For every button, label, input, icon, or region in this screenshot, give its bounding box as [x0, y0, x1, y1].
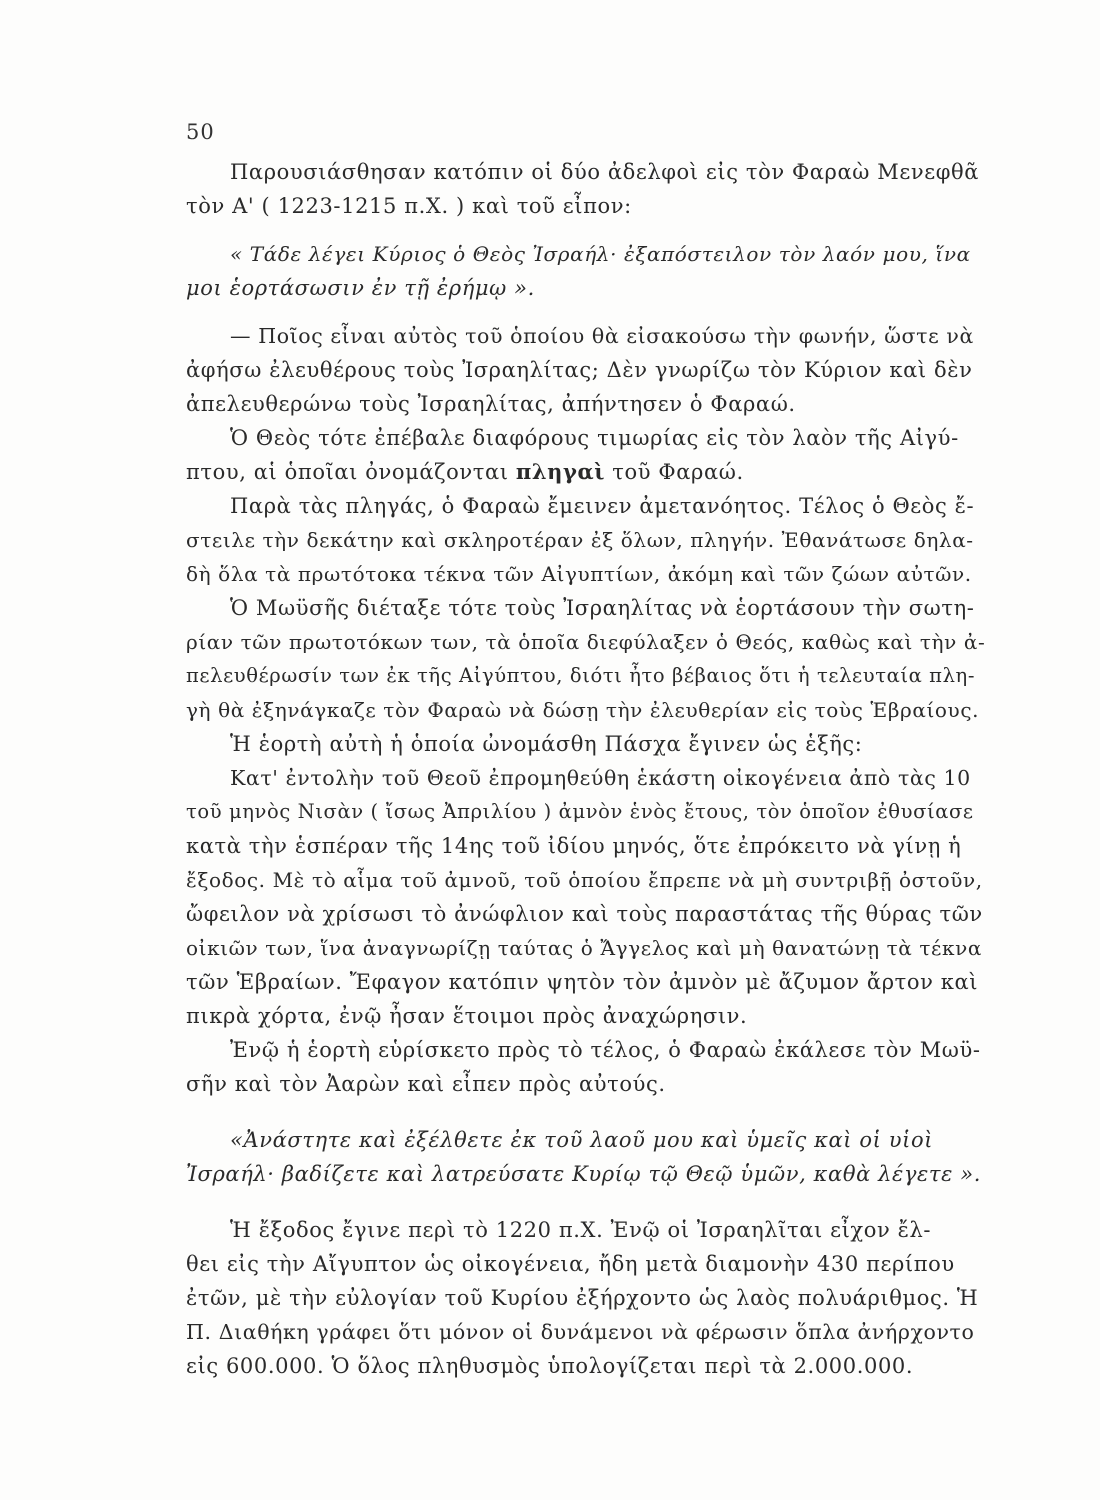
- text-line: Παρὰ τὰς πληγάς, ὁ Φαραὼ ἔμεινεν ἀμετανόητος. Τέλος ὁ Θεὸς ἔ-: [230, 494, 975, 518]
- text-line: ἀπελευθερώνω τοὺς Ἰσραηλίτας, ἀπήντησεν ὁ Φαραώ.: [186, 392, 796, 416]
- text-line: δὴ ὅλα τὰ πρωτότοκα τέκνα τῶν Αἰγυπτίων, ἀκόμη καὶ τῶν ζώων αὐτῶν.: [186, 562, 972, 586]
- text-line: — Ποῖος εἶναι αὐτὸς τοῦ ὁποίου θὰ εἰσακούσω τὴν φωνήν, ὥστε νὰ: [230, 324, 974, 348]
- text-line: πικρὰ χόρτα, ἐνῷ ἦσαν ἕτοιμοι πρὸς ἀναχώρησιν.: [186, 1004, 748, 1028]
- text-line: εἰς 600.000. Ὁ ὅλος πληθυσμὸς ὑπολογίζεται περὶ τὰ 2.000.000.: [186, 1354, 914, 1378]
- text-line: γὴ θὰ ἐξηνάγκαζε τὸν Φαραὼ νὰ δώσῃ τὴν ἐλευθερίαν εἰς τοὺς Ἑβραίους.: [186, 698, 980, 722]
- text-line: Ὁ Θεὸς τότε ἐπέβαλε διαφόρους τιμωρίας εἰς τὸν λαὸν τῆς Αἰγύ-: [230, 426, 959, 450]
- text-fragment: τοῦ Φαραώ.: [605, 460, 744, 484]
- text-line: οἰκιῶν των, ἵνα ἀναγνωρίζῃ ταύτας ὁ Ἄγγελος καὶ μὴ θανατώνῃ τὰ τέκνα: [186, 936, 982, 960]
- text-line: Ὁ Μωϋσῆς διέταξε τότε τοὺς Ἰσραηλίτας νὰ ἑορτάσουν τὴν σωτη-: [230, 596, 975, 620]
- text-line: κατὰ τὴν ἑσπέραν τῆς 14ης τοῦ ἰδίου μηνός, ὅτε ἐπρόκειτο νὰ γίνῃ ἡ: [186, 834, 962, 858]
- paragraph-summons: [186, 1033, 986, 1101]
- text-line: [186, 455, 986, 489]
- text-line: πελευθέρωσίν των ἐκ τῆς Αἰγύπτου, διότι ἦτο βέβαιος ὅτι ἡ τελευταία πλη-: [186, 664, 976, 687]
- quote-line: Ἰσραήλ· βαδίζετε καὶ λατρεύσατε Κυρίῳ τῷ Θεῷ ὑμῶν, καθὰ λέγετε ».: [186, 1162, 982, 1186]
- text-line: στειλε τὴν δεκάτην καὶ σκληροτέραν ἐξ ὅλων, πληγήν. Ἐθανάτωσε δηλα-: [186, 528, 974, 552]
- text-line: Παρουσιάσθησαν κατόπιν οἱ δύο ἀδελφοὶ εἰς τὸν Φαραὼ Μενεφθᾶ: [230, 160, 980, 184]
- text-line: τοῦ μηνὸς Νισὰν ( ἴσως Ἀπριλίου ) ἀμνὸν ἑνὸς ἔτους, τὸν ὁποῖον ἐθυσίασε: [186, 800, 974, 823]
- text-line: Κατ' ἐντολὴν τοῦ Θεοῦ ἐπρομηθεύθη ἑκάστη οἰκογένεια ἀπὸ τὰς 10: [230, 766, 971, 790]
- text-line: ὤφειλον νὰ χρίσωσι τὸ ἀνώφλιον καὶ τοὺς παραστάτας τῆς θύρας τῶν: [186, 902, 983, 926]
- text-line: Ἡ ἑορτὴ αὐτὴ ἡ ὁποία ὠνομάσθη Πάσχα ἔγινεν ὡς ἑξῆς:: [230, 732, 863, 756]
- text-line: θει εἰς τὴν Αἴγυπτον ὡς οἰκογένεια, ἤδη μετὰ διαμονὴν 430 περίπου: [186, 1252, 955, 1276]
- text-line: σῆν καὶ τὸν Ἀαρὼν καὶ εἶπεν πρὸς αὐτούς.: [186, 1072, 666, 1096]
- quote-command: [186, 237, 986, 305]
- quote-line: μοι ἑορτάσωσιν ἐν τῇ ἐρήμῳ ».: [186, 276, 535, 300]
- paragraph-tenth-plague: [186, 489, 986, 591]
- paragraph-plagues: [186, 421, 986, 489]
- page-body: [186, 155, 986, 1383]
- text-fragment: πτου, αἱ ὁποῖαι ὀνομάζονται: [186, 460, 516, 484]
- page-number: 50: [186, 120, 215, 144]
- text-line: ἐτῶν, μὲ τὴν εὐλογίαν τοῦ Κυρίου ἐξήρχοντο ὡς λαὸς πολυάριθμος. Ἡ: [186, 1286, 979, 1310]
- quote-line: «Ἀνάστητε καὶ ἐξέλθετε ἐκ τοῦ λαοῦ μου καὶ ὑμεῖς καὶ οἱ υἱοὶ: [230, 1128, 934, 1152]
- text-line: Ἐνῷ ἡ ἑορτὴ εὑρίσκετο πρὸς τὸ τέλος, ὁ Φαραὼ ἐκάλεσε τὸν Μωϋ-: [230, 1038, 981, 1062]
- text-line: ἀφήσω ἐλευθέρους τοὺς Ἰσραηλίτας; Δὲν γνωρίζω τὸν Κύριον καὶ δὲν: [186, 358, 973, 382]
- paragraph-exodus: [186, 1213, 986, 1383]
- paragraph-pharaoh-reply: [186, 319, 986, 421]
- paragraph-moses-order: [186, 591, 986, 727]
- text-line: τὸν Α' ( 1223-1215 π.Χ. ) καὶ τοῦ εἶπον:: [186, 194, 632, 218]
- quote-line: « Τάδε λέγει Κύριος ὁ Θεὸς Ἰσραήλ· ἐξαπόστειλον τὸν λαόν μου, ἵνα: [230, 242, 971, 266]
- text-line: ἔξοδος. Μὲ τὸ αἷμα τοῦ ἀμνοῦ, τοῦ ὁποίου ἔπρεπε νὰ μὴ συντριβῇ ὀστοῦν,: [186, 868, 983, 892]
- paragraph-lamb: [186, 761, 986, 1033]
- text-line: Ἡ ἔξοδος ἔγινε περὶ τὸ 1220 π.Χ. Ἐνῷ οἱ Ἰσραηλῖται εἶχον ἔλ-: [230, 1218, 932, 1242]
- text-line: τῶν Ἑβραίων. Ἔφαγον κατόπιν ψητὸν τὸν ἀμνὸν μὲ ἄζυμον ἄρτον καὶ: [186, 970, 979, 994]
- paragraph-audience: [186, 155, 986, 223]
- text-line: ρίαν τῶν πρωτοτόκων των, τὰ ὁποῖα διεφύλαξεν ὁ Θεός, καθὼς καὶ τὴν ἀ-: [186, 630, 986, 654]
- quote-release: [186, 1123, 986, 1191]
- paragraph-passover: [186, 727, 986, 761]
- bold-term: πληγαὶ: [515, 459, 606, 484]
- text-line: Π. Διαθήκη γράφει ὅτι μόνον οἱ δυνάμενοι νὰ φέρωσιν ὅπλα ἀνήρχοντο: [186, 1320, 975, 1344]
